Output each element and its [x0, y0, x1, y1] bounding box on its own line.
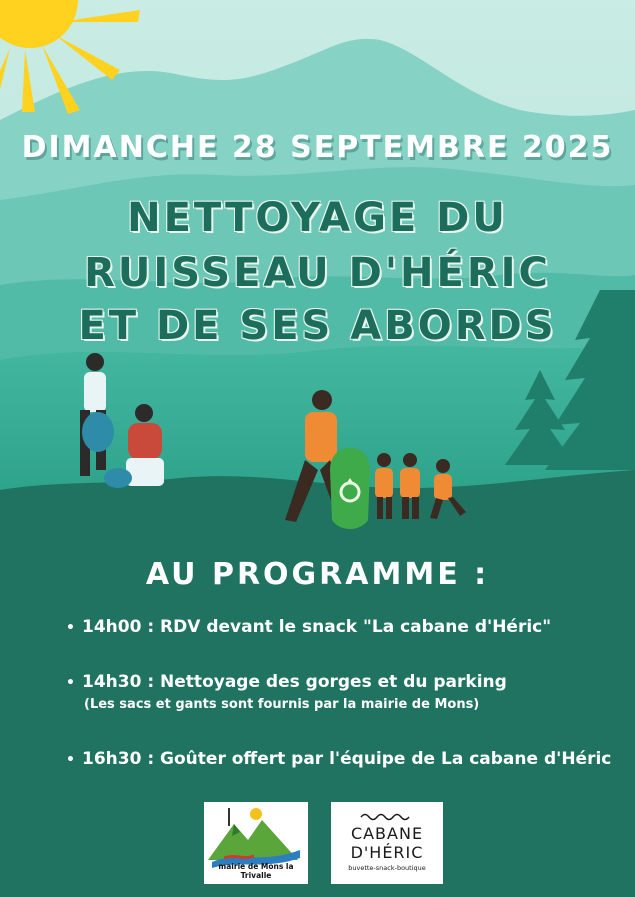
event-title-line-1: NETTOYAGE DU — [127, 195, 508, 241]
event-title-line-3: ET DE SES ABORDS — [78, 303, 557, 349]
cabane-name-line-1: CABANE — [350, 824, 424, 843]
cabane-name-line-2: D'HÉRIC — [350, 843, 424, 862]
bullet: • — [66, 675, 75, 691]
mairie-logo — [204, 802, 308, 884]
cabane-name — [331, 824, 443, 862]
mairie-logo-caption: mairie de Mons la Trivalle — [218, 862, 294, 880]
program-item-1 — [66, 617, 551, 637]
program-item-3 — [66, 749, 611, 769]
event-title-line-2: RUISSEAU D'HÉRIC — [84, 250, 551, 296]
bullet: • — [66, 620, 75, 636]
program-item-2-text: 14h30 : Nettoyage des gorges et du parking — [82, 672, 507, 692]
program-item-2-note: (Les sacs et gants sont fournis par la mairie de Mons) — [84, 697, 480, 712]
program-heading: AU PROGRAMME : — [145, 557, 490, 592]
program-item-1-text: 14h00 : RDV devant le snack "La cabane d'Héric" — [82, 617, 552, 637]
cabane-tagline: buvette-snack-boutique — [348, 864, 426, 872]
cabane-logo — [331, 802, 443, 884]
bullet: • — [66, 752, 75, 768]
mairie-mountain-emblem — [204, 802, 308, 868]
event-date: DIMANCHE 28 SEPTEMBRE 2025 — [21, 130, 614, 165]
program-item-3-text: 16h30 : Goûter offert par l'équipe de La cabane d'Héric — [82, 749, 612, 769]
program-item-2 — [66, 672, 507, 692]
